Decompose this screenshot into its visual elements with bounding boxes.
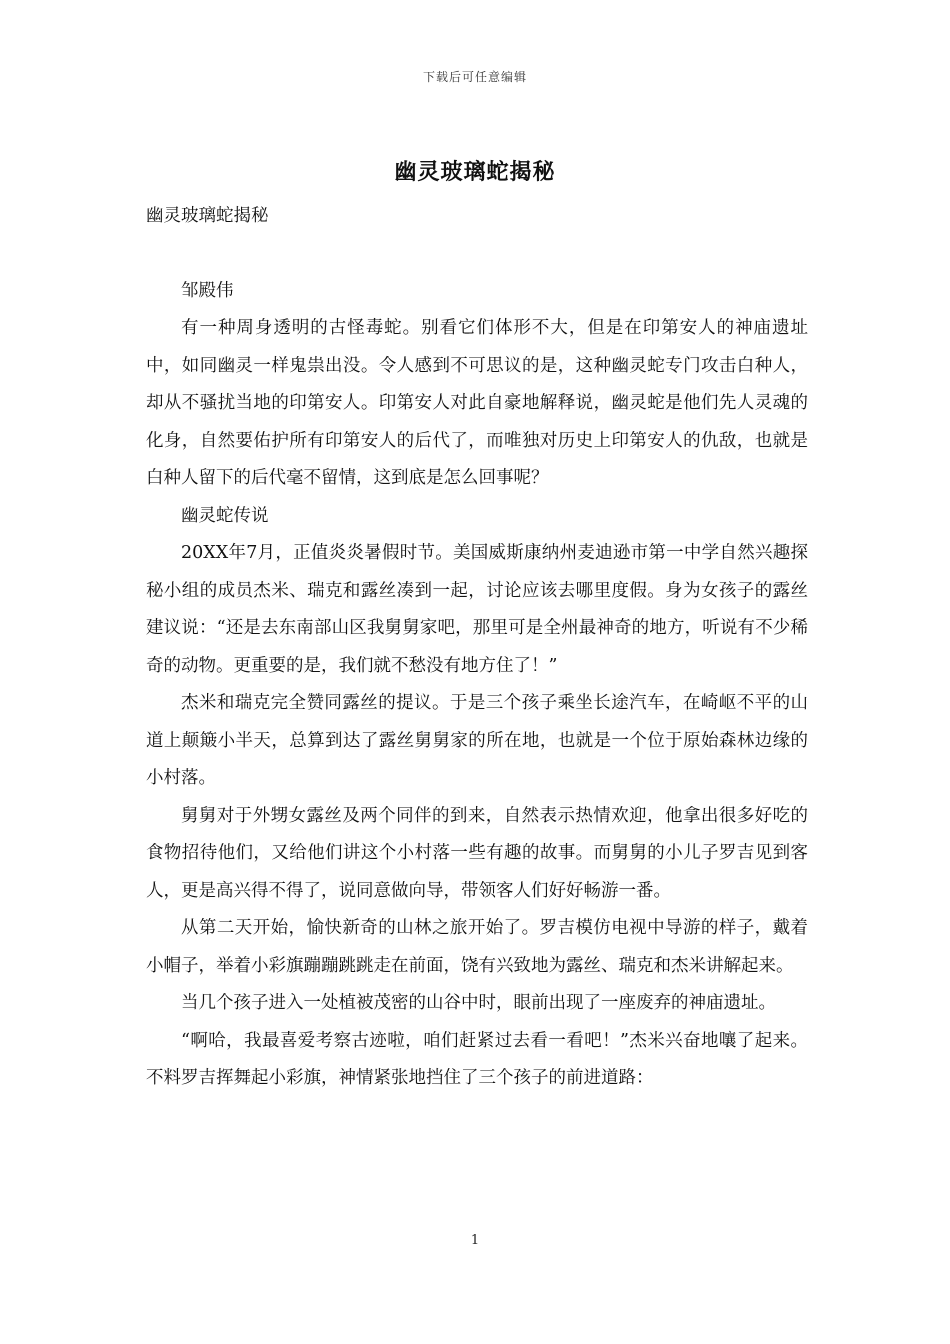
paragraph: 有一种周身透明的古怪毒蛇。别看它们体形不大，但是在印第安人的神庙遗址中，如同幽灵一样鬼祟出没。令人感到不可思议的是，这种幽灵蛇专门攻击白种人，却从不骚扰当地的印第安人。印第安人对此自豪地解释说，幽灵蛇是他们先人灵魂的化身，自然要佑护所有印第安人的后代了，而唯独对历史上印第安人的仇敌，也就是白种人留下的后代毫不留情，这到底是怎么回事呢？ [146,318,808,488]
header-note: 下载后可任意编辑 [422,70,527,84]
paragraph: 舅舅对于外甥女露丝及两个同伴的到来，自然表示热情欢迎，他拿出很多好吃的食物招待他们，又给他们讲这个小村落一些有趣的故事。而舅舅的小儿子罗吉见到客人，更是高兴得不得了，说同意做向导，带领客人们好好畅游一番。 [146,805,808,901]
section-heading: 幽灵蛇传说 [181,505,269,526]
author-line: 邹殿伟 [181,280,234,301]
paragraph: 当几个孩子进入一处植被茂密的山谷中时，眼前出现了一座废弃的神庙遗址。 [181,993,776,1013]
document-body [146,198,808,1098]
document-title: 幽灵玻璃蛇揭秘 [394,159,556,185]
paragraph: 杰米和瑞克完全赞同露丝的提议。于是三个孩子乘坐长途汽车，在崎岖不平的山道上颠簸小半天，总算到达了露丝舅舅家的所在地，也就是一个位于原始森林边缘的小村落。 [146,693,808,788]
paragraph: 从第二天开始，愉快新奇的山林之旅开始了。罗吉模仿电视中导游的样子，戴着小帽子，举着小彩旗蹦蹦跳跳走在前面，饶有兴致地为露丝、瑞克和杰米讲解起来。 [146,918,808,976]
paragraph: “啊哈，我最喜爱考察古迹啦，咱们赶紧过去看一看吧！”杰米兴奋地嚷了起来。不料罗吉挥舞起小彩旗，神情紧张地挡住了三个孩子的前进道路： [146,1030,808,1088]
page-number: 1 [470,1233,480,1248]
document-subtitle: 幽灵玻璃蛇揭秘 [146,206,269,226]
paragraph: 20XX年7月，正值炎炎暑假时节。美国威斯康纳州麦迪逊市第一中学自然兴趣探秘小组的成员杰米、瑞克和露丝凑到一起，讨论应该去哪里度假。身为女孩子的露丝建议说：“还是去东南部山区我舅舅家吧，那里可是全州最神奇的地方，听说有不少稀奇的动物。更重要的是，我们就不愁没有地方住了！” [146,543,808,676]
